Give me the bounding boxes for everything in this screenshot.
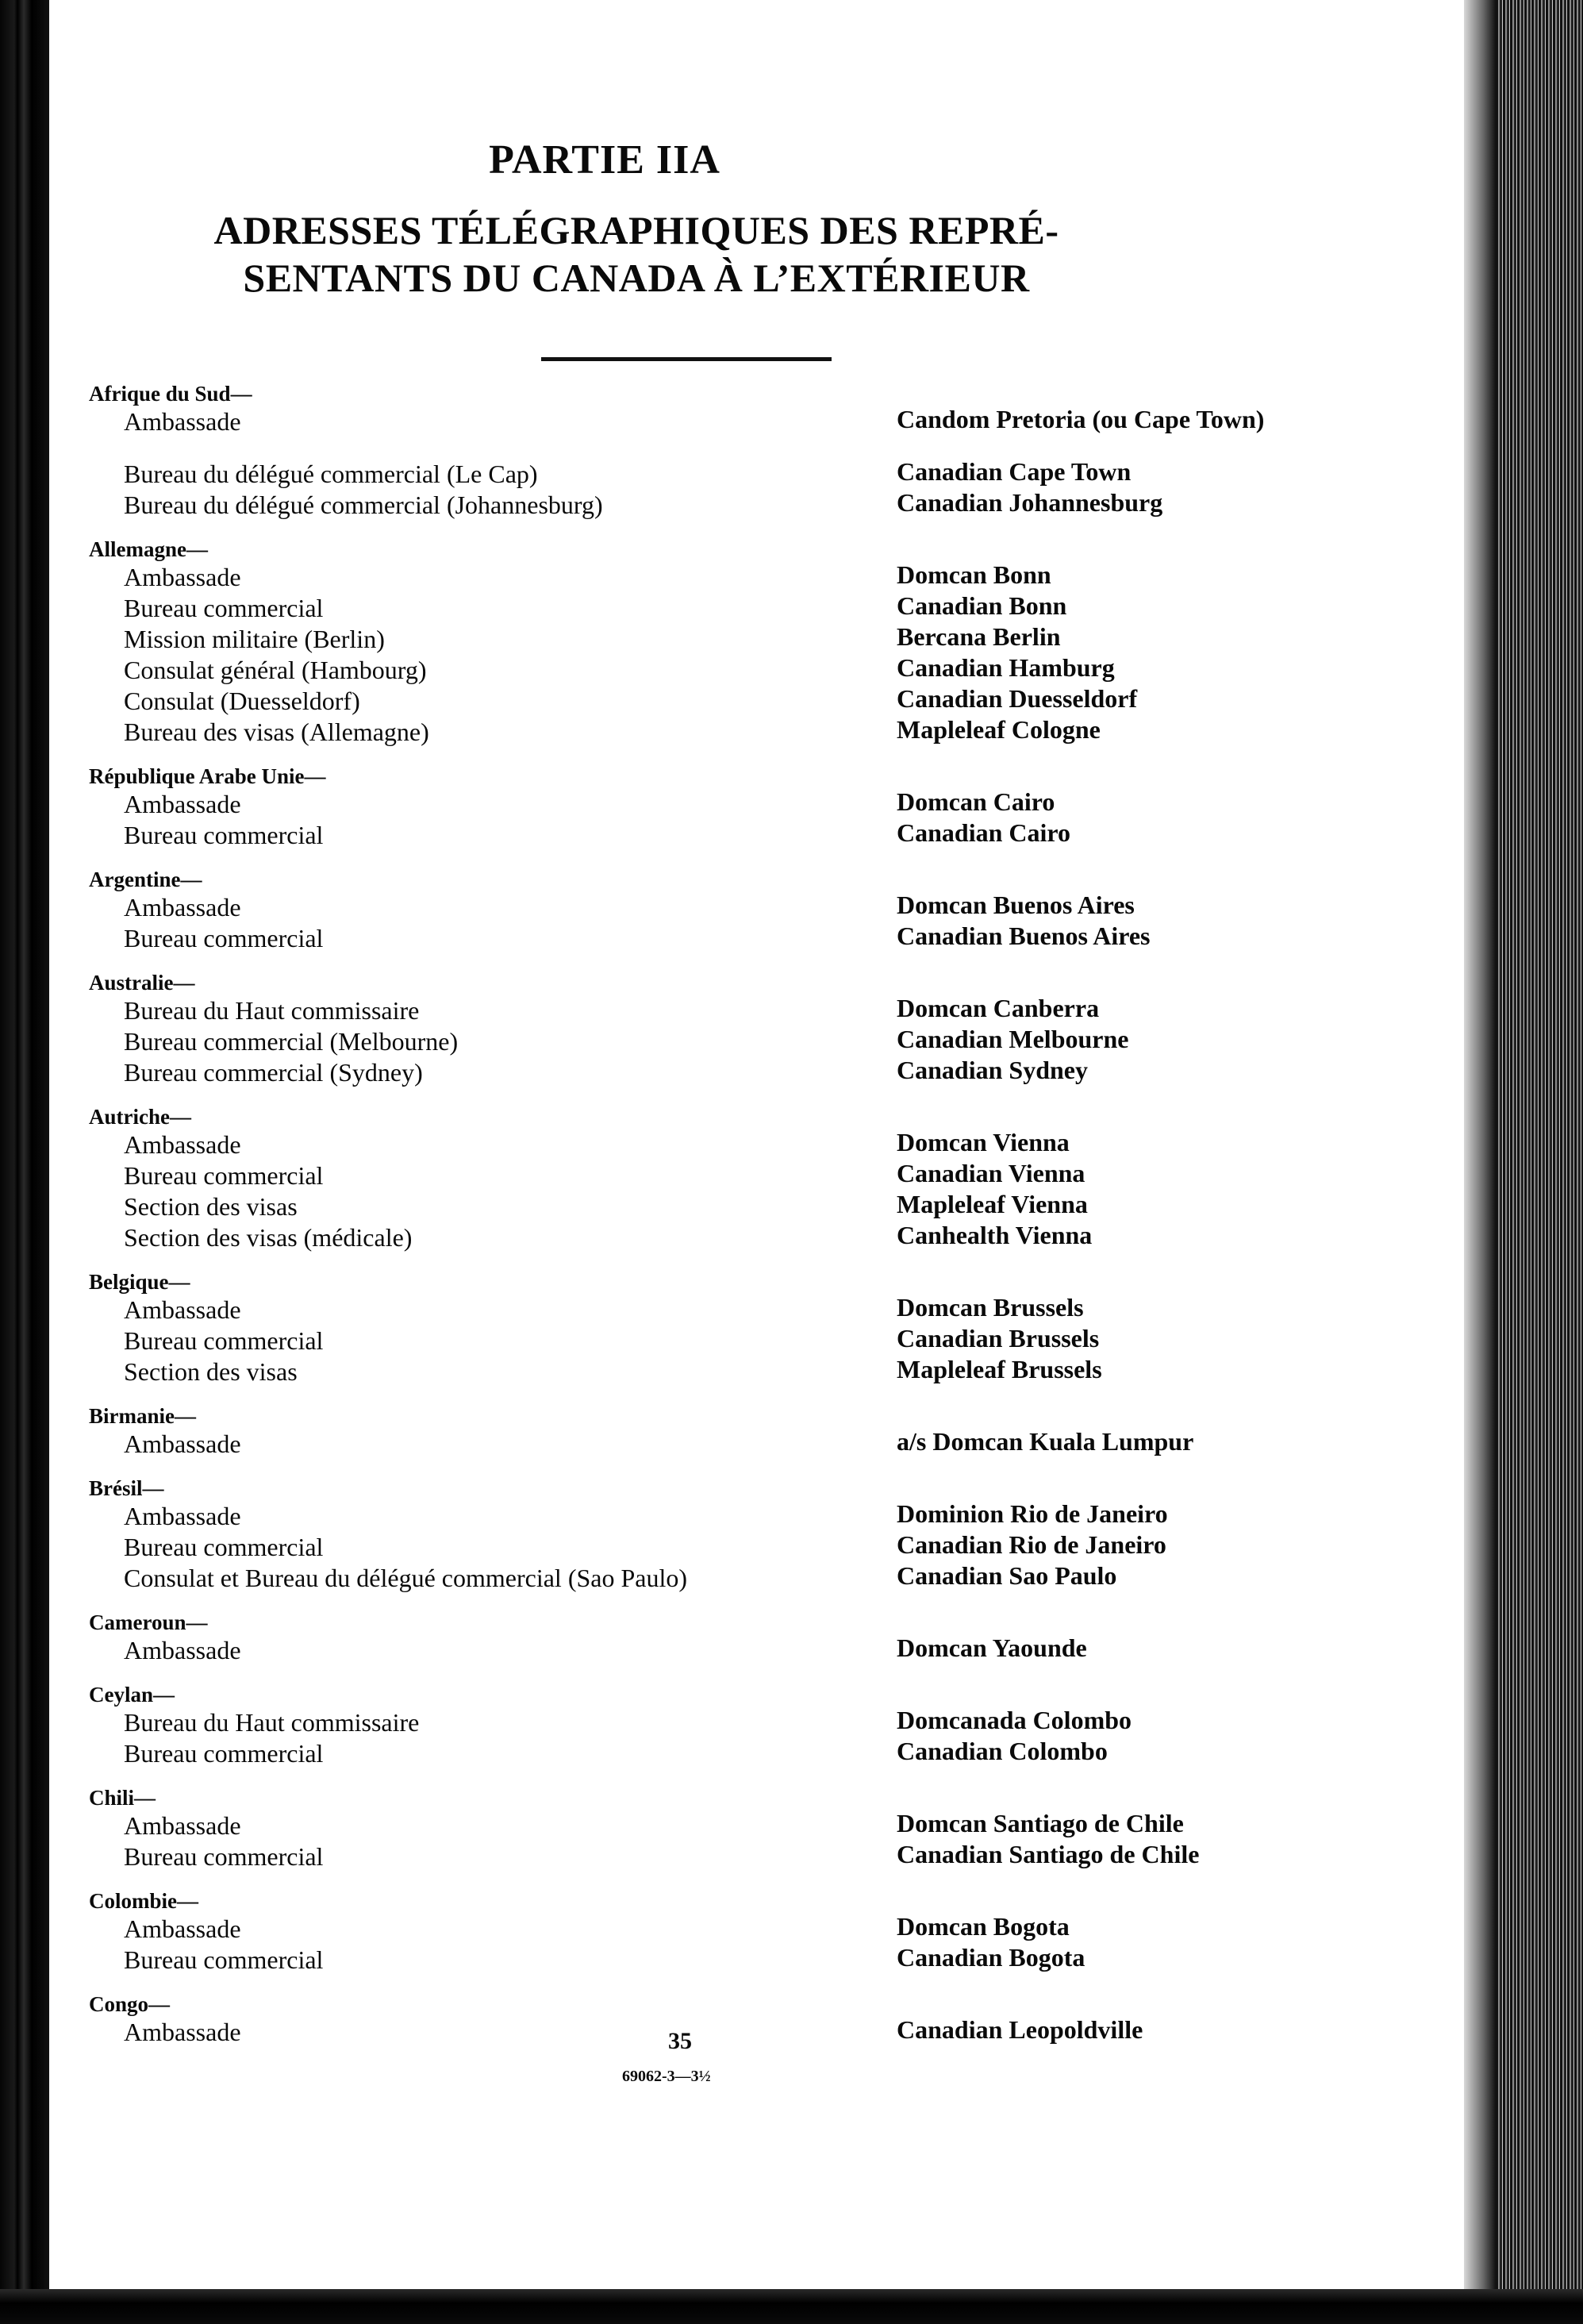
telegraphic-address: Domcan Canberra — [897, 994, 1100, 1022]
office-label — [89, 624, 889, 655]
office-label-text: Ambassade — [124, 407, 249, 436]
office-label-text: Bureau commercial — [124, 821, 331, 849]
directory-entry — [89, 624, 1327, 655]
office-label-text: Section des visas — [124, 1357, 305, 1386]
telegraphic-address: Canadian Rio de Janeiro — [897, 1530, 1166, 1559]
telegraphic-address: Canadian Colombo — [897, 1737, 1108, 1765]
office-label — [89, 789, 889, 820]
office-label — [89, 1810, 889, 1841]
office-label-text: Bureau des visas (Allemagne) — [124, 718, 437, 746]
book-pages-right-edge — [1496, 0, 1583, 2324]
directory-entry — [89, 1738, 1327, 1769]
office-label-text: Section des visas (médicale) — [124, 1223, 420, 1252]
office-label — [89, 1841, 889, 1872]
telegraphic-address: Canadian Vienna — [897, 1159, 1085, 1187]
country-name: Congo— — [89, 1992, 171, 2016]
directory-entry — [89, 1501, 1327, 1532]
office-label — [89, 1429, 889, 1460]
directory-entry — [89, 1191, 1327, 1222]
directory-entry — [89, 1160, 1327, 1191]
telegraphic-address: Canadian Melbourne — [897, 1025, 1129, 1053]
office-label-text: Ambassade — [124, 1636, 249, 1664]
directory-entry — [89, 2017, 1327, 2048]
telegraphic-address: Canadian Cape Town — [897, 457, 1132, 486]
country-section — [89, 1682, 1327, 1769]
telegraphic-address: Domcan Vienna — [897, 1128, 1070, 1156]
telegraphic-address: Domcan Yaounde — [897, 1633, 1087, 1662]
country-section — [89, 537, 1327, 748]
directory-entry — [89, 1026, 1327, 1057]
telegraphic-address: Canadian Duesseldorf — [897, 684, 1138, 713]
office-label — [89, 1738, 889, 1769]
office-label-text: Consulat (Duesseldorf) — [124, 687, 368, 715]
directory-entry — [89, 1295, 1327, 1326]
telegraphic-address: Canadian Bonn — [897, 591, 1067, 620]
office-label-text: Mission militaire (Berlin) — [124, 625, 393, 653]
country-section — [89, 1104, 1327, 1253]
office-label-text: Bureau commercial — [124, 1842, 331, 1871]
telegraphic-address: Canadian Hamburg — [897, 653, 1115, 682]
telegraphic-address: Domcan Cairo — [897, 787, 1055, 816]
directory-entry — [89, 1563, 1327, 1594]
office-label — [89, 1326, 889, 1356]
directory-entry — [89, 1057, 1327, 1088]
telegraphic-address: Canadian Johannesburg — [897, 488, 1163, 517]
country-name: Colombie— — [89, 1889, 198, 1913]
telegraphic-address: Domcan Buenos Aires — [897, 891, 1135, 919]
office-label-text: Bureau commercial — [124, 1161, 331, 1190]
office-label — [89, 923, 889, 954]
directory-entry — [89, 1945, 1327, 1976]
office-label-text: Ambassade — [124, 1502, 249, 1530]
directory-entry — [89, 1429, 1327, 1460]
directory-entry — [89, 562, 1327, 593]
telegraphic-address: Canadian Cairo — [897, 818, 1071, 847]
office-label-text: Bureau commercial — [124, 1533, 331, 1561]
office-label — [89, 1295, 889, 1326]
telegraphic-address: Bercana Berlin — [897, 622, 1061, 651]
directory-entry — [89, 1810, 1327, 1841]
office-label-text: Consulat général (Hambourg) — [124, 656, 435, 684]
directory-entry — [89, 717, 1327, 748]
office-label — [89, 2017, 889, 2048]
directory-entry — [89, 1914, 1327, 1945]
page-title-line-1: ADRESSES TÉLÉGRAPHIQUES DES REPRÉ- — [213, 208, 1059, 252]
country-name: Brésil— — [89, 1476, 164, 1500]
address-directory — [89, 381, 1327, 2048]
country-name: Cameroun— — [89, 1610, 208, 1634]
document-page — [49, 0, 1464, 2289]
directory-entry — [89, 593, 1327, 624]
office-label-text: Bureau commercial — [124, 594, 331, 622]
office-label — [89, 459, 889, 490]
office-label-text: Bureau commercial — [124, 1945, 331, 1974]
telegraphic-address: Domcan Santiago de Chile — [897, 1809, 1184, 1837]
office-label — [89, 717, 889, 748]
directory-entry — [89, 995, 1327, 1026]
country-name: Belgique— — [89, 1270, 190, 1294]
office-label — [89, 995, 889, 1026]
office-label — [89, 1026, 889, 1057]
country-name: Australie— — [89, 971, 195, 995]
directory-entry — [89, 1326, 1327, 1356]
telegraphic-address: Canadian Sao Paulo — [897, 1561, 1117, 1590]
country-section — [89, 1610, 1327, 1666]
country-section — [89, 381, 1327, 521]
telegraphic-address: Dominion Rio de Janeiro — [897, 1499, 1168, 1528]
directory-entry — [89, 1356, 1327, 1387]
scan-bottom-edge — [0, 2289, 1583, 2324]
office-label — [89, 1129, 889, 1160]
telegraphic-address: Canadian Bogota — [897, 1943, 1085, 1972]
office-label — [89, 406, 889, 437]
directory-entry — [89, 406, 1327, 459]
telegraphic-address: Domcan Bonn — [897, 560, 1051, 589]
country-section — [89, 1476, 1327, 1594]
title-divider-rule — [541, 357, 832, 361]
country-name: Argentine— — [89, 868, 202, 891]
country-name: Autriche— — [89, 1105, 191, 1129]
office-label-text: Bureau commercial (Melbourne) — [124, 1027, 466, 1056]
office-label — [89, 820, 889, 851]
office-label-text: Ambassade — [124, 790, 249, 818]
office-label — [89, 1635, 889, 1666]
office-label-text: Bureau du Haut commissaire — [124, 996, 427, 1025]
office-label — [89, 1501, 889, 1532]
office-label-text: Ambassade — [124, 1130, 249, 1159]
telegraphic-address: Domcan Bogota — [897, 1912, 1070, 1941]
office-label-text: Ambassade — [124, 1429, 249, 1458]
telegraphic-address: Canadian Santiago de Chile — [897, 1840, 1200, 1868]
office-label — [89, 1356, 889, 1387]
office-label — [89, 490, 889, 521]
page-curl-shadow — [1464, 0, 1496, 2324]
country-section — [89, 1991, 1327, 2048]
office-label — [89, 1707, 889, 1738]
office-label-text: Bureau commercial — [124, 1739, 331, 1768]
directory-entry — [89, 459, 1327, 490]
directory-entry — [89, 1841, 1327, 1872]
telegraphic-address: Canadian Brussels — [897, 1324, 1100, 1352]
country-section — [89, 1269, 1327, 1387]
office-label — [89, 1160, 889, 1191]
office-label-text: Bureau commercial (Sydney) — [124, 1058, 431, 1087]
telegraphic-address: Canadian Sydney — [897, 1056, 1088, 1084]
directory-entry — [89, 1635, 1327, 1666]
telegraphic-address: Domcan Brussels — [897, 1293, 1084, 1322]
directory-entry — [89, 892, 1327, 923]
country-name: Birmanie— — [89, 1404, 196, 1428]
office-label-text: Consulat et Bureau du délégué commercial (Sao Paulo) — [124, 1564, 695, 1592]
country-name: Allemagne— — [89, 537, 208, 561]
country-name: République Arabe Unie— — [89, 764, 326, 788]
office-label-text: Bureau commercial — [124, 1326, 331, 1355]
office-label — [89, 1914, 889, 1945]
page-title-line-2: SENTANTS DU CANADA À L’EXTÉRIEUR — [243, 256, 1030, 300]
telegraphic-address: Canhealth Vienna — [897, 1221, 1093, 1249]
office-label — [89, 1057, 889, 1088]
part-heading: PARTIE IIA — [489, 137, 720, 183]
country-name: Ceylan— — [89, 1683, 175, 1706]
directory-entry — [89, 1129, 1327, 1160]
telegraphic-address: Canadian Leopoldville — [897, 2015, 1143, 2044]
directory-entry — [89, 1532, 1327, 1563]
office-label — [89, 593, 889, 624]
office-label-text: Ambassade — [124, 1295, 249, 1324]
directory-entry — [89, 820, 1327, 851]
country-section — [89, 970, 1327, 1088]
directory-entry — [89, 490, 1327, 521]
office-label — [89, 1191, 889, 1222]
directory-entry — [89, 1222, 1327, 1253]
office-label-text: Ambassade — [124, 2018, 249, 2046]
office-label — [89, 686, 889, 717]
telegraphic-address: a/s Domcan Kuala Lumpur — [897, 1427, 1194, 1456]
office-label-text: Section des visas — [124, 1192, 305, 1221]
country-section — [89, 1785, 1327, 1872]
office-label — [89, 1222, 889, 1253]
directory-entry — [89, 923, 1327, 954]
office-label — [89, 1563, 889, 1594]
book-binding-left-edge — [0, 0, 49, 2324]
telegraphic-address: Mapleleaf Vienna — [897, 1190, 1088, 1218]
office-label-text: Bureau commercial — [124, 924, 331, 952]
country-name: Chili— — [89, 1786, 156, 1810]
print-code: 69062-3—3½ — [622, 2068, 711, 2085]
office-label-text: Bureau du délégué commercial (Johannesburg) — [124, 491, 611, 519]
telegraphic-address: Canadian Buenos Aires — [897, 922, 1151, 950]
country-name: Afrique du Sud— — [89, 382, 252, 406]
directory-entry — [89, 1707, 1327, 1738]
country-section — [89, 1403, 1327, 1460]
office-label — [89, 562, 889, 593]
telegraphic-address: Mapleleaf Cologne — [897, 715, 1101, 744]
office-label — [89, 892, 889, 923]
page-title — [160, 206, 1112, 302]
country-section — [89, 1888, 1327, 1976]
directory-entry — [89, 686, 1327, 717]
office-label-text: Bureau du Haut commissaire — [124, 1708, 427, 1737]
office-label-text: Ambassade — [124, 1811, 249, 1840]
country-section — [89, 867, 1327, 954]
country-section — [89, 764, 1327, 851]
telegraphic-address: Mapleleaf Brussels — [897, 1355, 1102, 1383]
office-label-text: Ambassade — [124, 893, 249, 922]
office-label — [89, 1945, 889, 1976]
office-label-text: Ambassade — [124, 1914, 249, 1943]
office-label — [89, 1532, 889, 1563]
page-number: 35 — [668, 2028, 692, 2054]
telegraphic-address: Candom Pretoria (ou Cape Town) — [897, 405, 1265, 433]
office-label — [89, 655, 889, 686]
directory-entry — [89, 655, 1327, 686]
office-label-text: Ambassade — [124, 563, 249, 591]
directory-entry — [89, 789, 1327, 820]
office-label-text: Bureau du délégué commercial (Le Cap) — [124, 460, 546, 488]
telegraphic-address: Domcanada Colombo — [897, 1706, 1132, 1734]
